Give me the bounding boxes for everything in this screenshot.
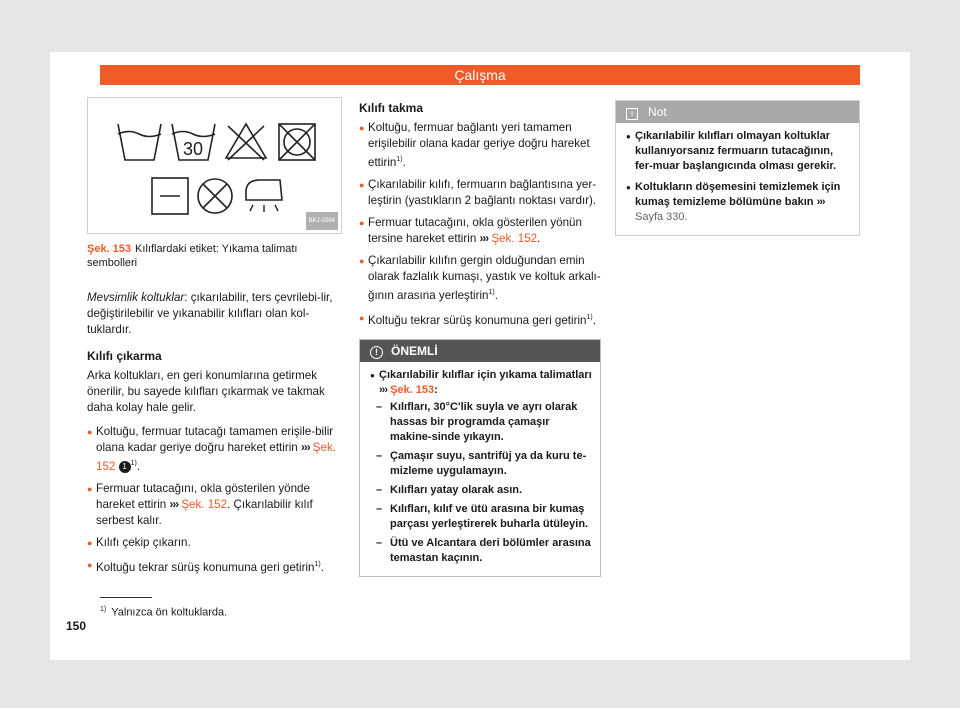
svg-text:30: 30 [182, 139, 204, 159]
note-item-1: ● Çıkarılabilir kılıfları olmayan koltuklar kullanıyorsanız fermuarın tutacağının, fer-muar başlangıcında olması gerekir. [626, 129, 851, 174]
remove-step-1: ● Koltuğu, fermuar tutacağı tamamen erişile-bilir olana kadar geriye doğru hareket ettirin ››› Şek. 152 1 $^{1)}$. [87, 424, 340, 475]
flat-dry-icon [152, 178, 188, 214]
link-fig-153[interactable]: Şek. 153 [390, 383, 435, 396]
warning-item: – Kılıfları, kılıf ve ütü arasına bir kumaş parçası yerleştirerek buharla ütüleyin. [376, 502, 592, 532]
intro-paragraph [87, 290, 340, 338]
note-header: i Not [616, 101, 859, 123]
page-number: 150 [66, 619, 87, 633]
link-page-330[interactable]: Sayfa 330. [635, 211, 688, 223]
figure-code: BKJ-0264 [306, 212, 338, 230]
note-box [615, 100, 860, 236]
note-body [616, 123, 859, 235]
no-dry-clean-icon [198, 179, 232, 213]
link-fig-152[interactable]: Şek. 152 [181, 497, 228, 511]
fit-step-5: ● Koltuğu tekrar sürüş konumuna geri getirin$^{1)}$. [359, 310, 601, 329]
link-fig-152[interactable]: Şek. 152 [96, 441, 336, 473]
heading-remove-cover: Kılıfı çıkarma [87, 349, 162, 363]
warning-item: – Çamaşır suyu, santrifüj ya da kuru te-mizleme uygulamayın. [376, 449, 592, 479]
remove-step-4: ● Koltuğu tekrar sürüş konumuna geri getirin$^{1)}$. [87, 557, 340, 576]
wash-symbols-figure [88, 98, 341, 233]
warning-lead: ● Çıkarılabilir kılıflar için yıkama talimatları ››› Şek. 153: [370, 368, 592, 398]
warning-item: – Kılıfları, 30°C'lik suyla ve ayrı olarak hassas bir programda çamaşır makine-sinde yıkayın. [376, 400, 592, 445]
figure-ref: Şek. 153 [87, 243, 132, 255]
warning-header: ! ÖNEMLİ [360, 340, 600, 362]
remove-step-2: ● Fermuar tutacağını, okla gösterilen yönde hareket ettirin ››› Şek. 152. Çıkarılabilir kılıf serbest kalır. [87, 481, 340, 529]
heading-fit-cover: Kılıfı takma [359, 101, 424, 115]
info-icon: i [626, 108, 638, 120]
link-fig-152[interactable]: Şek. 152 [491, 231, 538, 245]
callout-number: 1 [119, 461, 131, 473]
warning-item: – Kılıfları yatay olarak asın. [376, 483, 592, 498]
fit-step-3: ● Fermuar tutacağını, okla gösterilen yönün tersine hareket ettirin ››› Şek. 152. [359, 215, 601, 247]
steam-iron-icon [246, 180, 282, 212]
warning-item: – Ütü ve Alcantara deri bölümler arasına temastan kaçının. [376, 536, 592, 566]
figure-153 [87, 97, 342, 234]
no-bleach-icon [226, 124, 266, 160]
remove-intro: Arka koltukları, en geri konumlarına getirmek önerilir, bu sayede kılıfları çıkarmak ve takmak daha kolay hale gelir. [87, 369, 325, 414]
caption-text: Kılıflardaki etiket: Yıkama talimatı sembolleri [87, 243, 298, 269]
intro-rest: : çıkarılabilir, ters çevrilebi-lir, değiştirilebilir ve yıkanabilir kılıfları olan kol-tuklardır. [87, 291, 333, 336]
section-header: Çalışma [100, 65, 860, 85]
fit-step-1: ● Koltuğu, fermuar bağlantı yeri tamamen erişilebilir olana kadar geriye doğru hareket ettirin$^{1)}$. [359, 120, 601, 171]
figure-caption [87, 242, 340, 270]
warning-box [359, 339, 601, 577]
column-3 [615, 100, 860, 236]
remove-step-3: ● Kılıfı çekip çıkarın. [87, 535, 340, 551]
wash-30-icon [172, 124, 215, 160]
no-tumble-dry-icon [279, 124, 315, 160]
column-2 [359, 100, 601, 577]
fit-step-4: ● Çıkarılabilir kılıfın gergin olduğundan emin olarak fazlalık kumaşı, yastık ve koltuk arkalı-ğının arasına yerleştirin$^{1)}$. [359, 253, 601, 304]
column-1 [87, 97, 340, 582]
footnote-divider [100, 597, 152, 598]
wash-tub-icon [118, 124, 161, 160]
warning-body [360, 362, 600, 576]
footnote: $^{1)}$ Yalnızca ön koltuklarda. [100, 606, 228, 619]
warning-icon: ! [370, 346, 383, 359]
note-item-2: ● Koltukların döşemesini temizlemek için kumaş temizleme bölümüne bakın ››› Sayfa 330. [626, 180, 851, 225]
intro-italic: Mevsimlik koltuklar [87, 291, 185, 304]
fit-step-2: ● Çıkarılabilir kılıfı, fermuarın bağlantısına yer-leştirin (yastıkların 2 bağlantı noktası vardır). [359, 177, 601, 209]
